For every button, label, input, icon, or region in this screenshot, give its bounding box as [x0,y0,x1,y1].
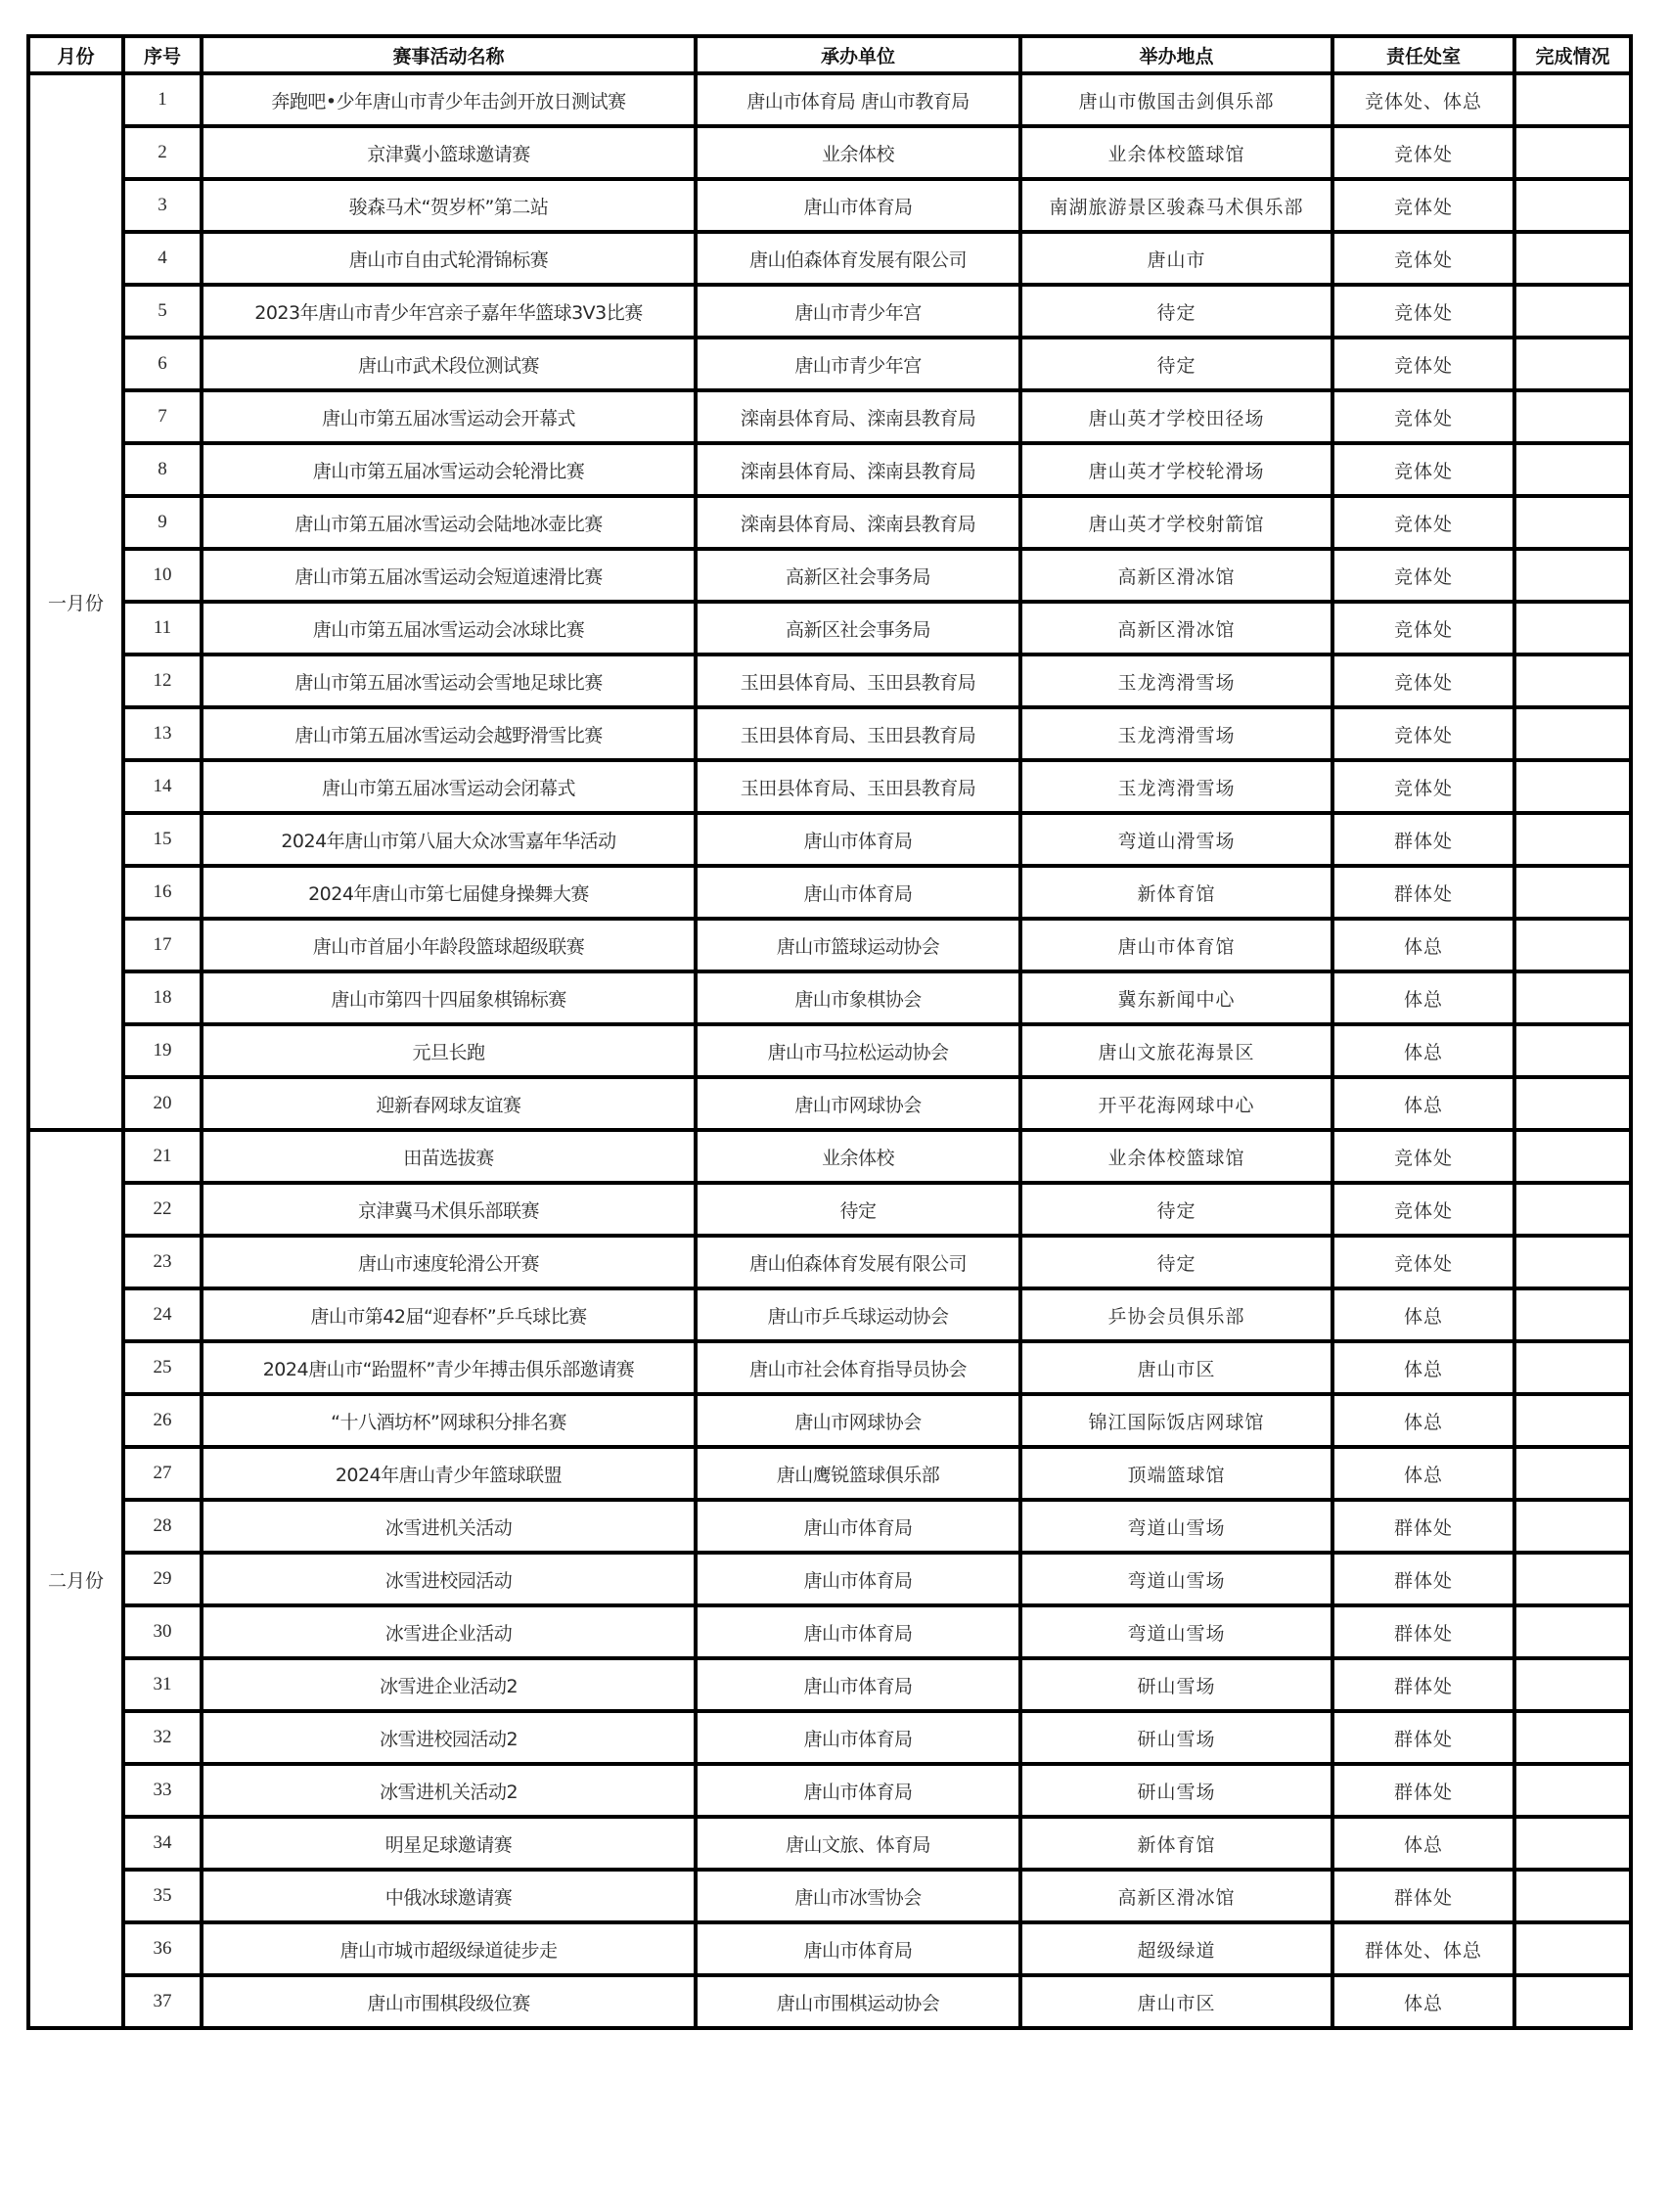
venue-cell: 唐山市区 [1020,1341,1332,1394]
status-cell [1514,1341,1631,1394]
seq-cell: 21 [123,1130,202,1183]
host-cell: 唐山伯森体育发展有限公司 [696,1236,1020,1288]
seq-cell: 2 [123,126,202,179]
table-row [28,760,1631,813]
table-row [28,1711,1631,1764]
event-name-cell: 京津冀小篮球邀请赛 [202,126,696,179]
host-cell: 唐山市围棋运动协会 [696,1975,1020,2028]
venue-cell: 玉龙湾滑雪场 [1020,707,1332,760]
host-cell: 滦南县体育局、滦南县教育局 [696,443,1020,496]
event-name-cell: 唐山市城市超级绿道徒步走 [202,1922,696,1975]
status-cell [1514,1922,1631,1975]
status-cell [1514,1764,1631,1817]
status-cell [1514,1500,1631,1553]
event-name-cell: 唐山市第五届冰雪运动会闭幕式 [202,760,696,813]
table-row [28,1236,1631,1288]
event-name-cell: 唐山市第五届冰雪运动会陆地冰壶比赛 [202,496,696,549]
venue-cell: 业余体校篮球馆 [1020,126,1332,179]
host-cell: 唐山市体育局 [696,1922,1020,1975]
event-name-cell: 唐山市第五届冰雪运动会轮滑比赛 [202,443,696,496]
host-cell: 唐山市体育局 [696,1658,1020,1711]
table-row [28,1975,1631,2028]
table-row [28,1658,1631,1711]
venue-cell: 弯道山雪场 [1020,1605,1332,1658]
host-cell: 唐山市篮球运动协会 [696,919,1020,971]
host-cell: 唐山市象棋协会 [696,971,1020,1024]
event-name-cell: 唐山市第五届冰雪运动会越野滑雪比赛 [202,707,696,760]
status-cell [1514,1870,1631,1922]
department-cell: 竞体处 [1332,232,1514,285]
host-cell: 待定 [696,1183,1020,1236]
department-cell: 体总 [1332,1394,1514,1447]
seq-cell: 5 [123,285,202,338]
status-cell [1514,655,1631,707]
event-name-cell: 2024年唐山市第八届大众冰雪嘉年华活动 [202,813,696,866]
seq-cell: 23 [123,1236,202,1288]
venue-cell: 玉龙湾滑雪场 [1020,760,1332,813]
status-cell [1514,1605,1631,1658]
event-name-cell: 冰雪进机关活动2 [202,1764,696,1817]
seq-cell: 9 [123,496,202,549]
venue-cell: 新体育馆 [1020,866,1332,919]
department-cell: 群体处 [1332,866,1514,919]
event-name-cell: 唐山市第42届“迎春杯”乒乓球比赛 [202,1288,696,1341]
seq-cell: 34 [123,1817,202,1870]
seq-cell: 15 [123,813,202,866]
table-row [28,919,1631,971]
department-cell: 群体处 [1332,1711,1514,1764]
table-row [28,1500,1631,1553]
table-row [28,602,1631,655]
table-row [28,866,1631,919]
seq-cell: 10 [123,549,202,602]
event-name-cell: 冰雪进校园活动 [202,1553,696,1605]
department-cell: 竞体处 [1332,496,1514,549]
status-cell [1514,73,1631,126]
event-name-cell: 唐山市第五届冰雪运动会短道速滑比赛 [202,549,696,602]
event-name-cell: 骏森马术“贺岁杯”第二站 [202,179,696,232]
department-cell: 竞体处 [1332,1183,1514,1236]
month-cell: 二月份 [28,1130,123,2028]
venue-cell: 玉龙湾滑雪场 [1020,655,1332,707]
event-name-cell: 冰雪进校园活动2 [202,1711,696,1764]
host-cell: 唐山市网球协会 [696,1077,1020,1130]
host-cell: 业余体校 [696,1130,1020,1183]
venue-cell: 待定 [1020,338,1332,390]
seq-cell: 30 [123,1605,202,1658]
department-cell: 群体处 [1332,1658,1514,1711]
header-month: 月份 [28,36,123,73]
venue-cell: 顶端篮球馆 [1020,1447,1332,1500]
host-cell: 唐山市青少年宫 [696,285,1020,338]
host-cell: 唐山市体育局 [696,1500,1020,1553]
venue-cell: 研山雪场 [1020,1658,1332,1711]
status-cell [1514,496,1631,549]
status-cell [1514,760,1631,813]
venue-cell: 超级绿道 [1020,1922,1332,1975]
table-row [28,1764,1631,1817]
status-cell [1514,1553,1631,1605]
status-cell [1514,866,1631,919]
venue-cell: 新体育馆 [1020,1817,1332,1870]
table-row [28,390,1631,443]
event-name-cell: 唐山市第五届冰雪运动会开幕式 [202,390,696,443]
seq-cell: 13 [123,707,202,760]
venue-cell: 弯道山雪场 [1020,1553,1332,1605]
venue-cell: 唐山英才学校轮滑场 [1020,443,1332,496]
host-cell: 唐山市网球协会 [696,1394,1020,1447]
table-row [28,73,1631,126]
seq-cell: 6 [123,338,202,390]
venue-cell: 业余体校篮球馆 [1020,1130,1332,1183]
venue-cell: 高新区滑冰馆 [1020,602,1332,655]
host-cell: 滦南县体育局、滦南县教育局 [696,390,1020,443]
department-cell: 竞体处 [1332,338,1514,390]
event-name-cell: 冰雪进企业活动 [202,1605,696,1658]
seq-cell: 32 [123,1711,202,1764]
department-cell: 体总 [1332,971,1514,1024]
department-cell: 群体处 [1332,813,1514,866]
table-row [28,1130,1631,1183]
event-name-cell: 奔跑吧•少年唐山市青少年击剑开放日测试赛 [202,73,696,126]
department-cell: 体总 [1332,1975,1514,2028]
status-cell [1514,443,1631,496]
host-cell: 高新区社会事务局 [696,602,1020,655]
status-cell [1514,1975,1631,2028]
seq-cell: 11 [123,602,202,655]
event-name-cell: 唐山市第五届冰雪运动会冰球比赛 [202,602,696,655]
table-row [28,1077,1631,1130]
department-cell: 竞体处 [1332,655,1514,707]
venue-cell: 唐山文旅花海景区 [1020,1024,1332,1077]
event-name-cell: 田苗选拔赛 [202,1130,696,1183]
host-cell: 唐山文旅、体育局 [696,1817,1020,1870]
status-cell [1514,338,1631,390]
seq-cell: 36 [123,1922,202,1975]
department-cell: 竞体处 [1332,760,1514,813]
event-name-cell: 明星足球邀请赛 [202,1817,696,1870]
venue-cell: 唐山市 [1020,232,1332,285]
host-cell: 唐山市社会体育指导员协会 [696,1341,1020,1394]
table-row [28,1024,1631,1077]
status-cell [1514,602,1631,655]
seq-cell: 1 [123,73,202,126]
event-name-cell: 唐山市速度轮滑公开赛 [202,1236,696,1288]
seq-cell: 17 [123,919,202,971]
event-name-cell: 2024年唐山青少年篮球联盟 [202,1447,696,1500]
venue-cell: 待定 [1020,1183,1332,1236]
seq-cell: 28 [123,1500,202,1553]
host-cell: 高新区社会事务局 [696,549,1020,602]
event-name-cell: 唐山市围棋段级位赛 [202,1975,696,2028]
status-cell [1514,1658,1631,1711]
table-header-row [28,36,1631,73]
seq-cell: 24 [123,1288,202,1341]
status-cell [1514,1711,1631,1764]
host-cell: 唐山鹰锐篮球俱乐部 [696,1447,1020,1500]
host-cell: 玉田县体育局、玉田县教育局 [696,655,1020,707]
event-name-cell: 唐山市第五届冰雪运动会雪地足球比赛 [202,655,696,707]
department-cell: 体总 [1332,1288,1514,1341]
table-row [28,126,1631,179]
venue-cell: 唐山英才学校田径场 [1020,390,1332,443]
seq-cell: 33 [123,1764,202,1817]
table-row [28,1183,1631,1236]
venue-cell: 高新区滑冰馆 [1020,549,1332,602]
event-name-cell: 中俄冰球邀请赛 [202,1870,696,1922]
status-cell [1514,126,1631,179]
department-cell: 体总 [1332,919,1514,971]
department-cell: 竞体处 [1332,285,1514,338]
venue-cell: 待定 [1020,285,1332,338]
header-seq: 序号 [123,36,202,73]
department-cell: 体总 [1332,1341,1514,1394]
seq-cell: 19 [123,1024,202,1077]
department-cell: 群体处 [1332,1553,1514,1605]
table-row [28,1447,1631,1500]
department-cell: 竞体处 [1332,179,1514,232]
table-row [28,1288,1631,1341]
event-name-cell: 京津冀马术俱乐部联赛 [202,1183,696,1236]
status-cell [1514,179,1631,232]
department-cell: 体总 [1332,1077,1514,1130]
event-name-cell: 冰雪进机关活动 [202,1500,696,1553]
event-name-cell: 冰雪进企业活动2 [202,1658,696,1711]
table-body [28,73,1631,2028]
status-cell [1514,1236,1631,1288]
status-cell [1514,971,1631,1024]
department-cell: 群体处 [1332,1605,1514,1658]
venue-cell: 唐山市区 [1020,1975,1332,2028]
status-cell [1514,707,1631,760]
host-cell: 唐山市青少年宫 [696,338,1020,390]
seq-cell: 4 [123,232,202,285]
seq-cell: 25 [123,1341,202,1394]
venue-cell: 唐山市傲国击剑俱乐部 [1020,73,1332,126]
event-name-cell: 唐山市第四十四届象棋锦标赛 [202,971,696,1024]
status-cell [1514,1817,1631,1870]
seq-cell: 8 [123,443,202,496]
table-row [28,285,1631,338]
table-row [28,1341,1631,1394]
table-row [28,707,1631,760]
status-cell [1514,1183,1631,1236]
venue-cell: 唐山市体育馆 [1020,919,1332,971]
table-row [28,813,1631,866]
table-row [28,179,1631,232]
department-cell: 体总 [1332,1024,1514,1077]
host-cell: 唐山市体育局 [696,179,1020,232]
department-cell: 竞体处 [1332,549,1514,602]
venue-cell: 高新区滑冰馆 [1020,1870,1332,1922]
event-name-cell: 唐山市首届小年龄段篮球超级联赛 [202,919,696,971]
header-host: 承办单位 [696,36,1020,73]
venue-cell: 乒协会员俱乐部 [1020,1288,1332,1341]
host-cell: 玉田县体育局、玉田县教育局 [696,760,1020,813]
host-cell: 唐山市体育局 [696,1605,1020,1658]
table-row [28,971,1631,1024]
status-cell [1514,1394,1631,1447]
department-cell: 群体处 [1332,1870,1514,1922]
department-cell: 群体处 [1332,1764,1514,1817]
table-row [28,232,1631,285]
status-cell [1514,1130,1631,1183]
status-cell [1514,919,1631,971]
seq-cell: 22 [123,1183,202,1236]
department-cell: 体总 [1332,1817,1514,1870]
table-row [28,1922,1631,1975]
seq-cell: 35 [123,1870,202,1922]
seq-cell: 7 [123,390,202,443]
venue-cell: 待定 [1020,1236,1332,1288]
header-event-name: 赛事活动名称 [202,36,696,73]
host-cell: 唐山市体育局 [696,1553,1020,1605]
seq-cell: 16 [123,866,202,919]
host-cell: 唐山市体育局 [696,813,1020,866]
header-department: 责任处室 [1332,36,1514,73]
seq-cell: 3 [123,179,202,232]
host-cell: 业余体校 [696,126,1020,179]
seq-cell: 18 [123,971,202,1024]
host-cell: 唐山市体育局 [696,1764,1020,1817]
venue-cell: 弯道山雪场 [1020,1500,1332,1553]
department-cell: 竞体处 [1332,443,1514,496]
venue-cell: 唐山英才学校射箭馆 [1020,496,1332,549]
department-cell: 体总 [1332,1447,1514,1500]
status-cell [1514,1024,1631,1077]
table-row [28,496,1631,549]
status-cell [1514,813,1631,866]
table-row [28,1605,1631,1658]
status-cell [1514,1288,1631,1341]
department-cell: 竞体处 [1332,1130,1514,1183]
department-cell: 群体处 [1332,1500,1514,1553]
table-row [28,338,1631,390]
table-row [28,1817,1631,1870]
event-name-cell: 2024唐山市“跆盟杯”青少年搏击俱乐部邀请赛 [202,1341,696,1394]
host-cell: 唐山市冰雪协会 [696,1870,1020,1922]
table-row [28,549,1631,602]
seq-cell: 29 [123,1553,202,1605]
table-row [28,1870,1631,1922]
host-cell: 滦南县体育局、滦南县教育局 [696,496,1020,549]
host-cell: 唐山市体育局 唐山市教育局 [696,73,1020,126]
event-schedule-table [26,34,1633,2030]
venue-cell: 研山雪场 [1020,1711,1332,1764]
status-cell [1514,390,1631,443]
venue-cell: 南湖旅游景区骏森马术俱乐部 [1020,179,1332,232]
table-row [28,443,1631,496]
host-cell: 唐山市马拉松运动协会 [696,1024,1020,1077]
department-cell: 竞体处 [1332,390,1514,443]
table-row [28,1553,1631,1605]
event-name-cell: 2023年唐山市青少年宫亲子嘉年华篮球3V3比赛 [202,285,696,338]
seq-cell: 26 [123,1394,202,1447]
seq-cell: 12 [123,655,202,707]
department-cell: 竞体处 [1332,126,1514,179]
status-cell [1514,285,1631,338]
host-cell: 唐山市体育局 [696,866,1020,919]
seq-cell: 27 [123,1447,202,1500]
seq-cell: 14 [123,760,202,813]
event-name-cell: 迎新春网球友谊赛 [202,1077,696,1130]
status-cell [1514,549,1631,602]
host-cell: 唐山市乒乓球运动协会 [696,1288,1020,1341]
department-cell: 竞体处 [1332,1236,1514,1288]
host-cell: 唐山伯森体育发展有限公司 [696,232,1020,285]
event-name-cell: 唐山市武术段位测试赛 [202,338,696,390]
event-name-cell: 元旦长跑 [202,1024,696,1077]
table-row [28,1394,1631,1447]
venue-cell: 研山雪场 [1020,1764,1332,1817]
venue-cell: 锦江国际饭店网球馆 [1020,1394,1332,1447]
header-status: 完成情况 [1514,36,1631,73]
venue-cell: 冀东新闻中心 [1020,971,1332,1024]
host-cell: 唐山市体育局 [696,1711,1020,1764]
event-name-cell: “十八酒坊杯”网球积分排名赛 [202,1394,696,1447]
department-cell: 竞体处、体总 [1332,73,1514,126]
event-name-cell: 唐山市自由式轮滑锦标赛 [202,232,696,285]
status-cell [1514,1447,1631,1500]
status-cell [1514,1077,1631,1130]
seq-cell: 20 [123,1077,202,1130]
event-name-cell: 2024年唐山市第七届健身操舞大赛 [202,866,696,919]
header-venue: 举办地点 [1020,36,1332,73]
department-cell: 群体处、体总 [1332,1922,1514,1975]
status-cell [1514,232,1631,285]
department-cell: 竞体处 [1332,707,1514,760]
table-row [28,655,1631,707]
venue-cell: 弯道山滑雪场 [1020,813,1332,866]
seq-cell: 31 [123,1658,202,1711]
month-cell: 一月份 [28,73,123,1130]
venue-cell: 开平花海网球中心 [1020,1077,1332,1130]
host-cell: 玉田县体育局、玉田县教育局 [696,707,1020,760]
department-cell: 竞体处 [1332,602,1514,655]
seq-cell: 37 [123,1975,202,2028]
